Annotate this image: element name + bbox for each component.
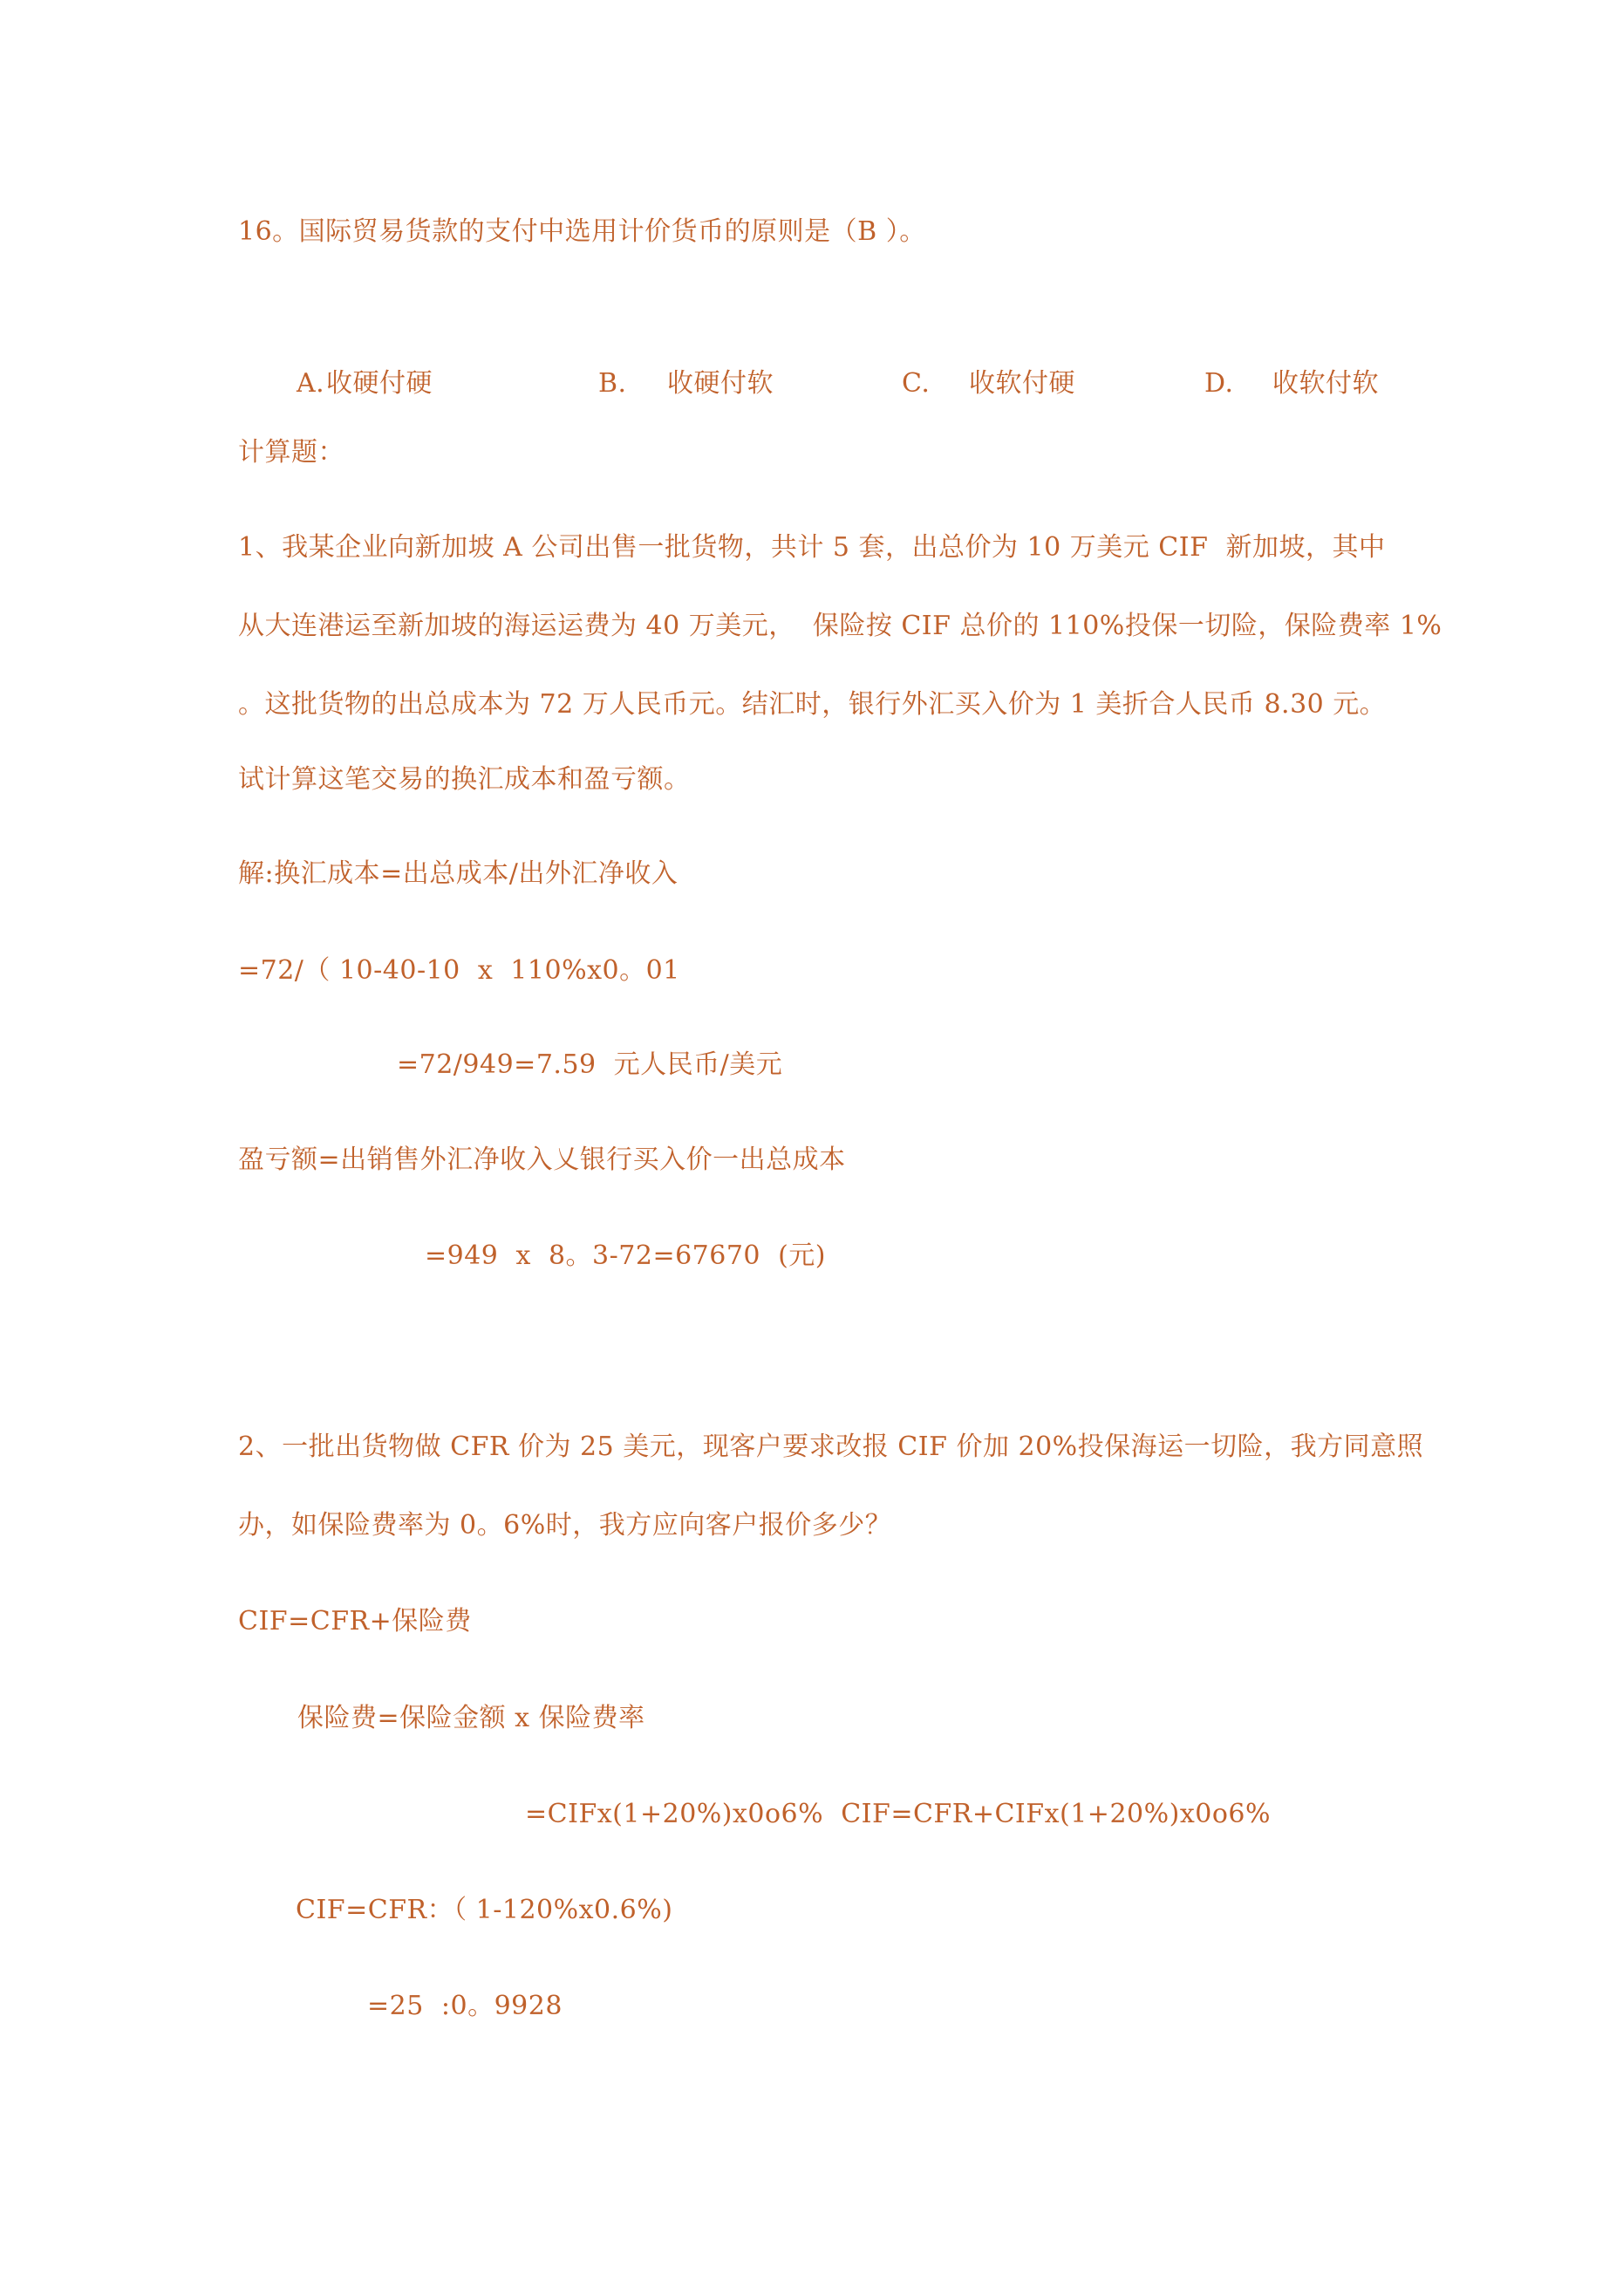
section-title: 计算题： xyxy=(238,437,344,468)
problem-2-solution-5: =25 :0。9928 xyxy=(367,1991,563,2021)
problem-1-solution-3: =72/949=7.59 元人民币/美元 xyxy=(397,1049,783,1080)
problem-1-line-2: 从大连港运至新加坡的海运运费为 40 万美元， 保险按 CIF 总价的 110%投保一切险，保险费率 1% xyxy=(238,611,1442,641)
problem-1-solution-1: 解:换汇成本=出总成本/出外汇净收入 xyxy=(238,858,679,889)
problem-2-solution-4: CIF=CFR：（ 1-120%x0.6%) xyxy=(296,1895,673,1925)
problem-2-solution-3: =CIFx(1+20%)x0o6% CIF=CFR+CIFx(1+20%)x0o6% xyxy=(525,1799,1271,1829)
problem-1-solution-4: 盈亏额=出销售外汇净收入乂银行买入价一出总成本 xyxy=(238,1145,846,1175)
problem-1-solution-5: =949 x 8。3-72=67670 (元) xyxy=(425,1240,826,1271)
problem-2-line-2: 办，如保险费率为 0。6%时，我方应向客户报价多少？ xyxy=(238,1510,892,1541)
problem-2-solution-2: 保险费=保险金额 x 保险费率 xyxy=(297,1703,645,1733)
problem-1-line-3: 。这批货物的出总成本为 72 万人民币元。结汇时，银行外汇买入价为 1 美折合人民币 8.30 元。 xyxy=(238,689,1387,720)
problem-2-solution-1: CIF=CFR+保险费 xyxy=(238,1606,472,1637)
question-16-stem: 16。国际贸易货款的支付中选用计价货币的原则是（B ）。 xyxy=(238,216,926,247)
problem-1-solution-2: =72/（ 10-40-10 x 110%x0。01 xyxy=(238,955,680,986)
option-b-text: 收硬付软 xyxy=(667,368,774,399)
problem-1-line-4: 试计算这笔交易的换汇成本和盈亏额。 xyxy=(238,764,691,795)
option-c-text: 收软付硬 xyxy=(969,368,1075,399)
problem-2-line-1: 2、一批出货物做 CFR 价为 25 美元，现客户要求改报 CIF 价加 20%投保海运一切险，我方同意照 xyxy=(238,1432,1424,1462)
option-c-letter: C. xyxy=(902,368,931,399)
option-d-text: 收软付软 xyxy=(1272,368,1379,399)
option-b-letter: B. xyxy=(598,368,627,399)
option-a-text: 收硬付硬 xyxy=(326,368,433,399)
option-d-letter: D. xyxy=(1204,368,1234,399)
option-a-letter: A. xyxy=(297,368,325,399)
problem-1-line-1: 1、我某企业向新加坡 A 公司出售一批货物，共计 5 套，出总价为 10 万美元 CIF 新加坡，其中 xyxy=(238,532,1386,563)
